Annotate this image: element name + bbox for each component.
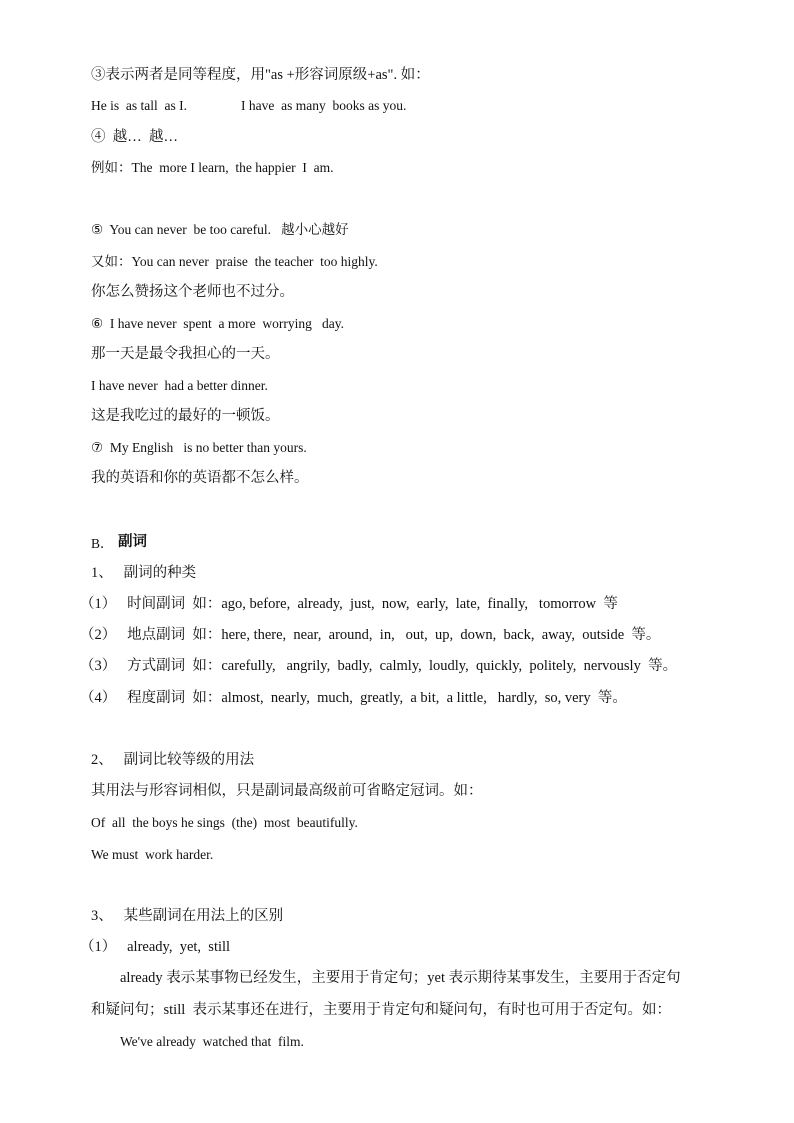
text-line: We must work harder. (91, 847, 214, 862)
text-line: I have never had a better dinner. (91, 378, 268, 393)
text-line: 这是我吃过的最好的一顿饭。 (91, 408, 280, 424)
text-line: 那一天是最令我担心的一天。 (91, 346, 280, 362)
text-line: 你怎么赞扬这个老师也不过分。 (91, 284, 294, 300)
section-heading: 副词 (118, 534, 147, 550)
text-line: He is as tall as I. I have as many books as you. (91, 98, 407, 113)
text-line: 又如：You can never praise the teacher too highly. (91, 254, 378, 269)
list-item: （1） already, yet, still (80, 939, 231, 955)
text-line: 其用法与形容词相似，只是副词最高级前可省略定冠词。如： (91, 783, 483, 799)
text-line: ④ 越… 越… (91, 129, 178, 145)
text-line: ⑦ My English is no better than yours. (91, 440, 307, 455)
section-letter: B． (91, 536, 114, 551)
subsection-heading: 3、 某些副词在用法上的区别 (91, 908, 284, 924)
text-line: 和疑问句；still 表示某事还在进行，主要用于肯定句和疑问句，有时也可用于否定句。如： (91, 1002, 672, 1018)
list-item: （2） 地点副词 如：here, there, near, around, in, out, up, down, back, away, outside 等。 (80, 627, 661, 643)
text-line: Of all the boys he sings (the) most beautifully. (91, 815, 358, 830)
text-line: 例如：The more I learn, the happier I am. (91, 160, 334, 175)
subsection-heading: 1、 副词的种类 (91, 565, 197, 581)
text-line: ③表示两者是同等程度，用"as +形容词原级+as". 如： (91, 67, 430, 83)
text-line: ⑥ I have never spent a more worrying day. (91, 316, 345, 331)
text-line: 我的英语和你的英语都不怎么样。 (91, 470, 309, 486)
subsection-heading: 2、 副词比较等级的用法 (91, 752, 255, 768)
list-item: （1） 时间副词 如：ago, before, already, just, now, early, late, finally, tomorrow 等 (80, 596, 618, 612)
text-line: We've already watched that film. (120, 1034, 304, 1049)
text-line: already 表示某事物已经发生，主要用于肯定句；yet 表示期待某事发生，主要用于否定句 (120, 970, 681, 986)
list-item: （4） 程度副词 如：almost, nearly, much, greatly, a bit, a little, hardly, so, very 等。 (80, 690, 627, 706)
text-line: ⑤ You can never be too careful. 越小心越好 (91, 222, 349, 237)
list-item: （3） 方式副词 如：carefully, angrily, badly, calmly, loudly, quickly, politely, nervously 等。 (80, 658, 678, 674)
